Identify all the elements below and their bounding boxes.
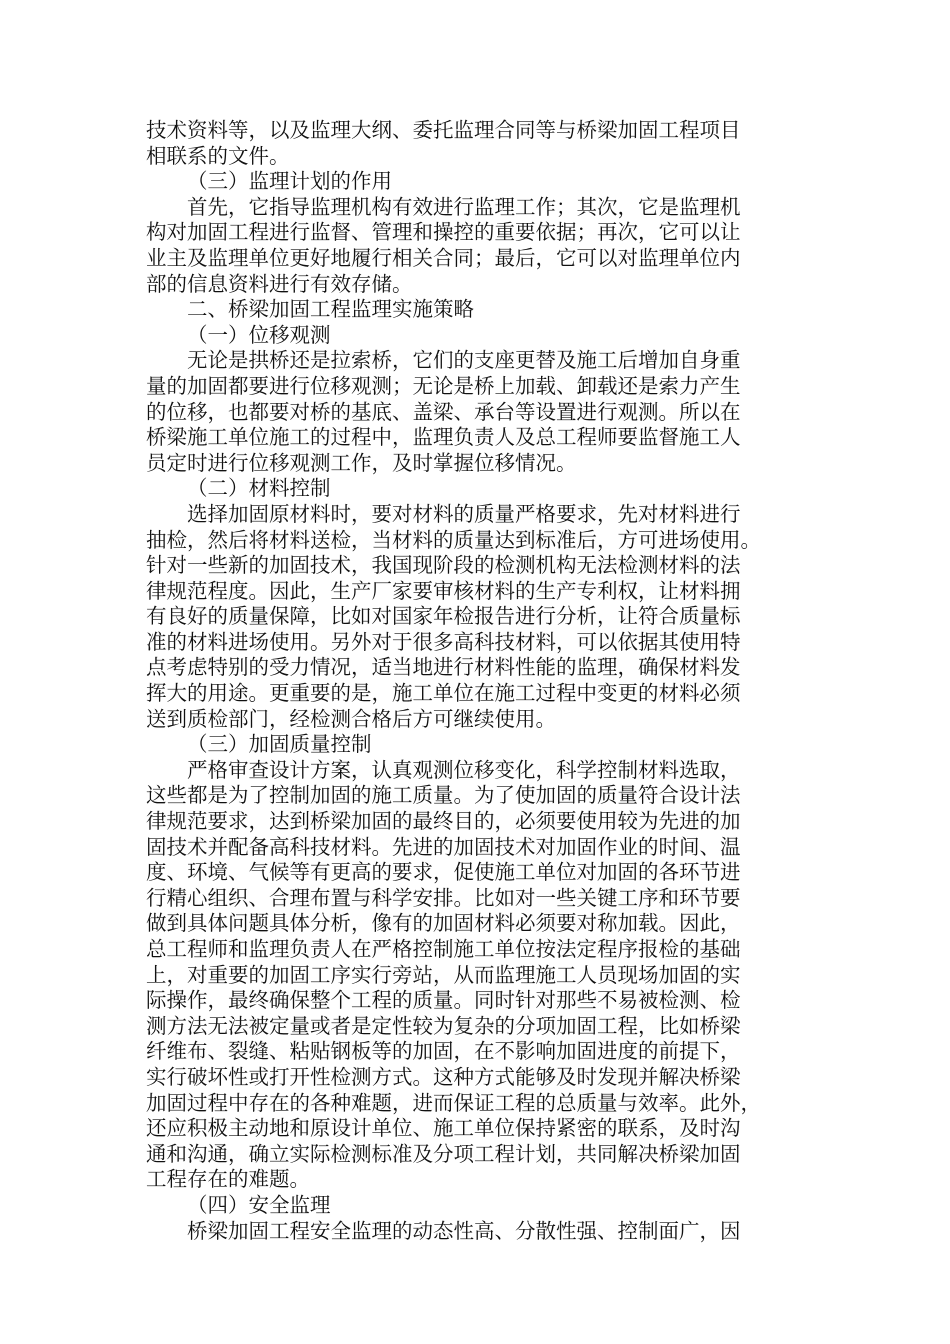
paragraph-line: 挥大的用途。更重要的是，施工单位在施工过程中变更的材料必须: [146, 681, 741, 706]
document-body: [146, 118, 810, 1244]
paragraph-line: 相联系的文件。: [146, 143, 290, 168]
paragraph-line: 构对加固工程进行监督、管理和操控的重要依据；再次，它可以让: [146, 220, 741, 245]
paragraph-line: 桥梁加固工程安全监理的动态性高、分散性强、控制面广，因: [187, 1218, 741, 1243]
section-heading: （二）材料控制: [187, 476, 331, 501]
paragraph-line: 做到具体问题具体分析，像有的加固材料必须要对称加载。因此，: [146, 911, 741, 936]
paragraph-line: 纤维布、裂缝、粘贴钢板等的加固，在不影响加固进度的前提下，: [146, 1039, 741, 1064]
paragraph-line: 的位移，也都要对桥的基底、盖梁、承台等设置进行观测。所以在: [146, 399, 741, 424]
paragraph-line: 通和沟通，确立实际检测标准及分项工程计划，共同解决桥梁加固: [146, 1141, 741, 1166]
paragraph-line: 针对一些新的加固技术，我国现阶段的检测机构无法检测材料的法: [146, 553, 741, 578]
paragraph-line: 部的信息资料进行有效存储。: [146, 271, 413, 296]
paragraph-line: 律规范要求，达到桥梁加固的最终目的，必须要使用较为先进的加: [146, 809, 741, 834]
paragraph-line: 准的材料进场使用。另外对于很多高科技材料，可以依据其使用特: [146, 629, 741, 654]
section-heading: （四）安全监理: [187, 1192, 331, 1217]
paragraph-line: 量的加固都要进行位移观测；无论是桥上加载、卸载还是索力产生: [146, 373, 741, 398]
paragraph-line: 总工程师和监理负责人在严格控制施工单位按法定程序报检的基础: [146, 937, 741, 961]
paragraph-line: 抽检，然后将材料送检，当材料的质量达到标准后，方可进场使用。: [146, 527, 761, 552]
section-heading: （三）加固质量控制: [187, 732, 372, 757]
paragraph-line: 际操作，最终确保整个工程的质量。同时针对那些不易被检测、检: [146, 988, 741, 1013]
paragraph-line: 实行破坏性或打开性检测方式。这种方式能够及时发现并解决桥梁: [146, 1064, 741, 1089]
section-heading: （三）监理计划的作用: [187, 169, 392, 194]
paragraph-line: 送到质检部门，经检测合格后方可继续使用。: [146, 706, 556, 731]
paragraph-line: 技术资料等，以及监理大纲、委托监理合同等与桥梁加固工程项目: [146, 118, 741, 142]
paragraph-line: 上，对重要的加固工序实行旁站，从而监理施工人员现场加固的实: [146, 962, 741, 987]
paragraph-line: 固技术并配备高科技材料。先进的加固技术对加固作业的时间、温: [146, 834, 741, 859]
paragraph-line: 这些都是为了控制加固的施工质量。为了使加固的质量符合设计法: [146, 783, 741, 808]
paragraph-line: 首先，它指导监理机构有效进行监理工作；其次，它是监理机: [187, 194, 741, 219]
paragraph-line: 点考虑特别的受力情况，适当地进行材料性能的监理，确保材料发: [146, 655, 741, 680]
paragraph-line: 无论是拱桥还是拉索桥，它们的支座更替及施工后增加自身重: [187, 348, 741, 373]
paragraph-line: 加固过程中存在的各种难题，进而保证工程的总质量与效率。此外，: [146, 1090, 761, 1115]
paragraph-line: 工程存在的难题。: [146, 1167, 310, 1192]
paragraph-line: 业主及监理单位更好地履行相关合同；最后，它可以对监理单位内: [146, 245, 741, 270]
paragraph-line: 还应积极主动地和原设计单位、施工单位保持紧密的联系，及时沟: [146, 1116, 741, 1141]
paragraph-line: 律规范程度。因此，生产厂家要审核材料的生产专利权，让材料拥: [146, 578, 741, 603]
section-heading: （一）位移观测: [187, 322, 331, 347]
paragraph-line: 员定时进行位移观测工作，及时掌握位移情况。: [146, 450, 577, 475]
paragraph-line: 行精心组织、合理布置与科学安排。比如对一些关键工序和环节要: [146, 885, 741, 910]
paragraph-line: 桥梁施工单位施工的过程中，监理负责人及总工程师要监督施工人: [146, 425, 741, 450]
section-heading: 二、桥梁加固工程监理实施策略: [187, 297, 474, 322]
paragraph-line: 度、环境、气候等有更高的要求，促使施工单位对加固的各环节进: [146, 860, 741, 885]
paragraph-line: 测方法无法被定量或者是定性较为复杂的分项加固工程，比如桥梁: [146, 1013, 741, 1038]
paragraph-line: 严格审查设计方案，认真观测位移变化，科学控制材料选取，: [187, 757, 741, 782]
paragraph-line: 有良好的质量保障，比如对国家年检报告进行分析，让符合质量标: [146, 604, 741, 629]
paragraph-line: 选择加固原材料时，要对材料的质量严格要求，先对材料进行: [187, 501, 741, 526]
